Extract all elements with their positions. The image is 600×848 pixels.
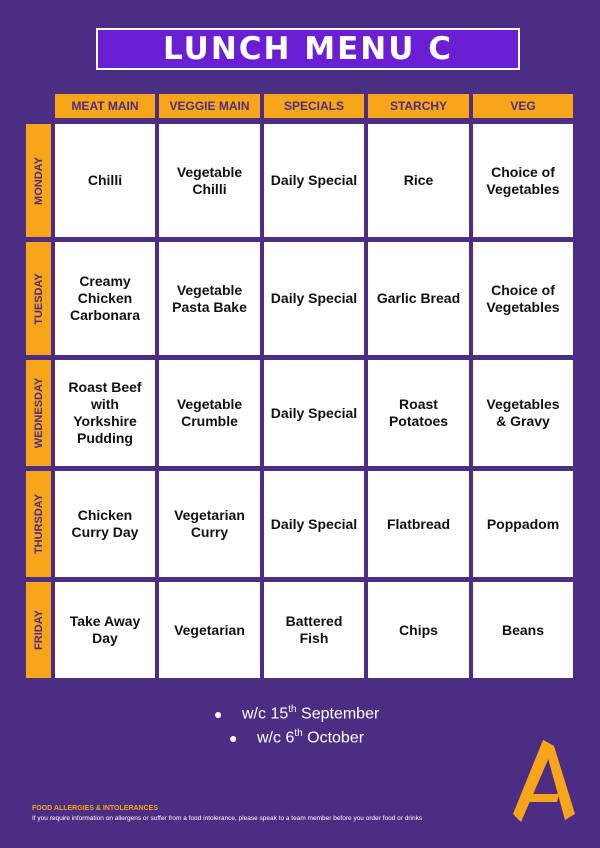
menu-cell: Chilli bbox=[55, 124, 155, 237]
menu-cell: Poppadom bbox=[473, 471, 573, 577]
menu-cell: Beans bbox=[473, 582, 573, 678]
menu-cell: Daily Special bbox=[264, 124, 364, 237]
bullet-icon: ● bbox=[229, 730, 238, 746]
menu-cell: Choice of Vegetables bbox=[473, 242, 573, 355]
day-label: MONDAY bbox=[32, 156, 45, 205]
day-label: TUESDAY bbox=[32, 272, 45, 325]
day-header-wednesday bbox=[26, 360, 51, 466]
menu-cell: Choice of Vegetables bbox=[473, 124, 573, 237]
menu-title: LUNCH MENU C bbox=[96, 28, 520, 70]
day-header-tuesday bbox=[26, 242, 51, 355]
menu-cell: Daily Special bbox=[264, 242, 364, 355]
menu-cell: Vegetable Chilli bbox=[159, 124, 260, 237]
menu-cell: Roast Beef with Yorkshire Pudding bbox=[55, 360, 155, 466]
day-label: THURSDAY bbox=[32, 493, 45, 555]
menu-cell: Chicken Curry Day bbox=[55, 471, 155, 577]
column-header-3: SPECIALS bbox=[264, 94, 364, 118]
column-header-5: VEG bbox=[473, 94, 573, 118]
menu-cell: Chips bbox=[368, 582, 469, 678]
menu-cell: Rice bbox=[368, 124, 469, 237]
menu-cell: Daily Special bbox=[264, 471, 364, 577]
menu-cell: Vegetable Crumble bbox=[159, 360, 260, 466]
menu-cell: Flatbread bbox=[368, 471, 469, 577]
menu-cell: Vegetarian bbox=[159, 582, 260, 678]
allergy-text: If you require information on allergens or suffer from a food intolerance, please speak to a team member before you order food or drinks bbox=[32, 815, 423, 822]
date-item-2: w/c 6th October bbox=[257, 728, 365, 747]
menu-cell: Creamy Chicken Carbonara bbox=[55, 242, 155, 355]
day-header-monday bbox=[26, 124, 51, 237]
menu-cell: Battered Fish bbox=[264, 582, 364, 678]
menu-cell: Take Away Day bbox=[55, 582, 155, 678]
day-header-thursday bbox=[26, 471, 51, 577]
menu-cell: Roast Potatoes bbox=[368, 360, 469, 466]
menu-cell: Vegetables & Gravy bbox=[473, 360, 573, 466]
day-label: WEDNESDAY bbox=[32, 377, 45, 449]
day-label: FRIDAY bbox=[32, 610, 45, 650]
column-header-1: MEAT MAIN bbox=[55, 94, 155, 118]
day-header-friday bbox=[26, 582, 51, 678]
a-logo-icon bbox=[513, 740, 575, 822]
column-header-2: VEGGIE MAIN bbox=[159, 94, 260, 118]
menu-cell: Vegetable Pasta Bake bbox=[159, 242, 260, 355]
date-item-1: w/c 15th September bbox=[242, 704, 380, 723]
column-header-4: STARCHY bbox=[368, 94, 469, 118]
menu-cell: Daily Special bbox=[264, 360, 364, 466]
menu-cell: Garlic Bread bbox=[368, 242, 469, 355]
menu-cell: Vegetarian Curry bbox=[159, 471, 260, 577]
allergy-title: FOOD ALLERGIES & INTOLERANCES bbox=[32, 805, 159, 812]
bullet-icon: ● bbox=[214, 706, 223, 722]
